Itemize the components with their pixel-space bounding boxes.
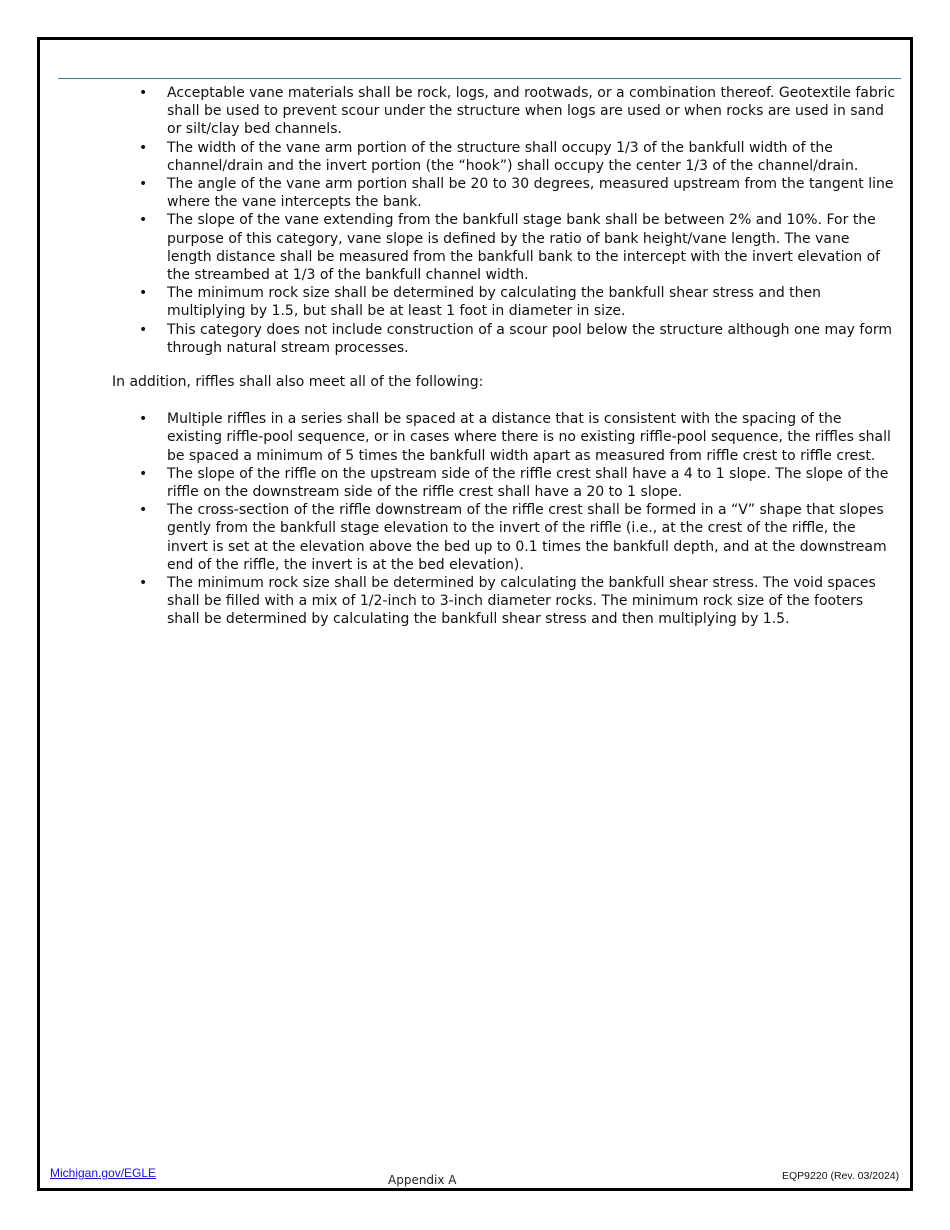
bullet-icon: • [139,285,148,302]
bullet-icon: • [139,465,148,482]
list-item [112,284,897,320]
list-item [112,501,897,574]
list-item-text: Acceptable vane materials shall be rock, logs, and rootwads, or a combination thereof. Geotextile fabric shall be used to prevent scour under the structure when logs are used or when rocks are used in sand or silt/clay bed channels. [167,85,896,138]
footer-egle-link[interactable]: Michigan.gov/EGLE [50,1166,157,1180]
list-item-text: This category does not include construction of a scour pool below the structure although one may form through natural stream processes. [167,321,893,356]
vane-requirements-list [112,84,897,357]
list-item [112,410,897,465]
list-item [112,84,897,139]
list-item-text: The width of the vane arm portion of the structure shall occupy 1/3 of the bankfull width of the channel/drain and the invert portion (the “hook”) shall occupy the center 1/3 of the channel/drain. [167,139,859,174]
list-item [112,211,897,284]
bullet-icon: • [139,502,148,519]
list-item [112,139,897,175]
footer-appendix-label: Appendix A [388,1173,457,1187]
list-item [112,175,897,211]
list-item-text: The angle of the vane arm portion shall be 20 to 30 degrees, measured upstream from the tangent line where the vane intercepts the bank. [167,176,894,211]
list-item-text: The minimum rock size shall be determined by calculating the bankfull shear stress and then multiplying by 1.5, but shall be at least 1 foot in diameter in size. [167,285,822,320]
bullet-icon: • [139,411,148,428]
bullet-icon: • [139,85,148,101]
list-item-text: The slope of the vane extending from the bankfull stage bank shall be between 2% and 10%. For the purpose of this category, vane slope is defined by the ratio of bank height/vane length. The vane length distance shall be measured from the bankfull bank to the intercept with the invert elevation of the streambed at 1/3 of the bankfull channel width. [167,212,881,284]
bullet-icon: • [139,139,148,156]
bullet-icon: • [139,575,148,592]
list-item [112,321,897,357]
riffle-requirements-list [112,410,897,628]
document-body [112,84,897,629]
list-item-text: The slope of the riffle on the upstream side of the riffle crest shall have a 4 to 1 slope. The slope of the riffle on the downstream side of the riffle crest shall have a 20 to 1 slope. [167,465,889,501]
list-item-text: Multiple riffles in a series shall be spaced at a distance that is consistent with the spacing of the existing riffle-pool sequence, or in cases where there is no existing riffle-pool sequence, the riffles shall be spaced a minimum of 5 times the bankfull width apart as measured from riffle crest to riffle crest. [167,411,891,464]
list-item [112,574,897,629]
list-item [112,465,897,501]
header-rule [58,78,901,79]
list-item-text: The cross-section of the riffle downstream of the riffle crest shall be formed in a “V” shape that slopes gently from the bankfull stage elevation to the invert of the riffle (i.e., at the crest of the riffle, the invert is set at the elevation above the bed up to 0.1 times the bankfull depth, and at the downstream end of the riffle, the invert is at the bed elevation). [167,502,887,573]
bullet-icon: • [139,321,148,338]
bullet-icon: • [139,176,148,193]
riffle-intro-paragraph: In addition, riffles shall also meet all of the following: [112,374,484,391]
list-item-text: The minimum rock size shall be determined by calculating the bankfull shear stress. The void spaces shall be filled with a mix of 1/2-inch to 3-inch diameter rocks. The minimum rock size of the footers shall be determined by calculating the bankfull shear stress and then multiplying by 1.5. [167,575,876,628]
footer-form-id: EQP9220 (Rev. 03/2024) [782,1170,900,1182]
bullet-icon: • [139,212,148,229]
